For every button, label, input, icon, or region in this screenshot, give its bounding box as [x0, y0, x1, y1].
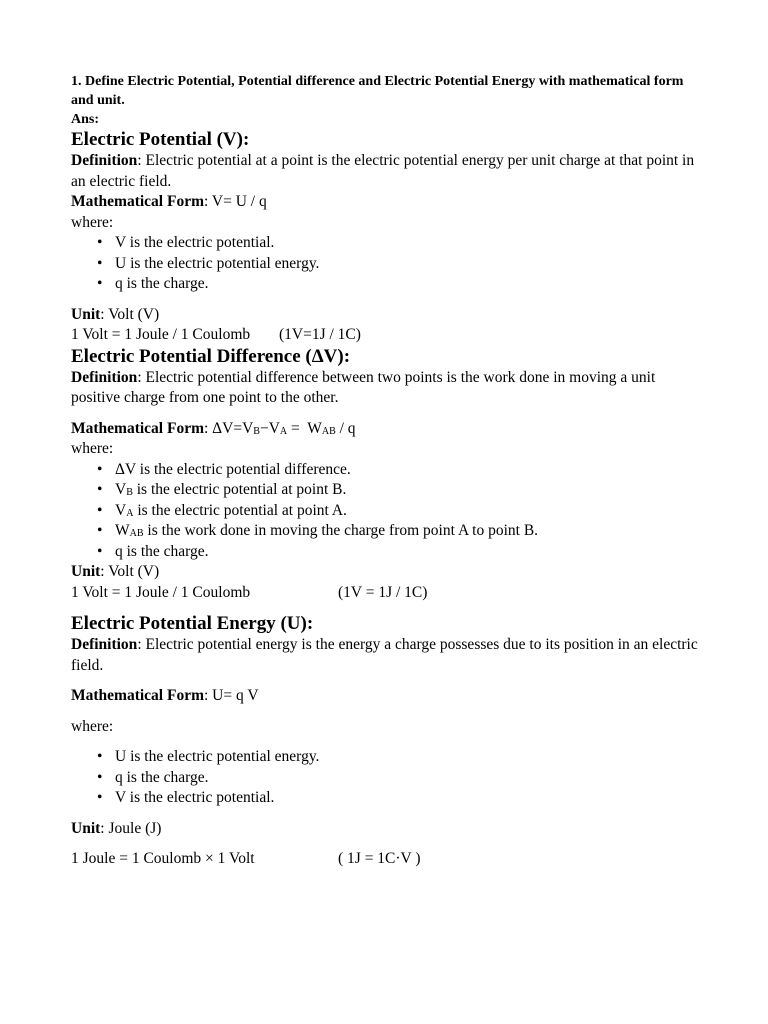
definition-label: Definition — [71, 368, 138, 386]
section-heading-electric-potential: Electric Potential (V): — [71, 129, 250, 150]
list-item: • q is the charge. — [71, 274, 701, 295]
s3-formula: Mathematical Form: U= q V — [71, 687, 259, 704]
math-form-label: Mathematical Form — [71, 687, 204, 704]
bullet-icon: • — [97, 234, 103, 251]
question-text: 1. Define Electric Potential, Potential difference and Electric Potential Energy with mathematical form and unit. — [71, 74, 684, 108]
bullet-icon: • — [97, 254, 103, 272]
s1-unit: Unit: Volt (V) — [71, 305, 160, 323]
answer-label: Ans: — [71, 112, 100, 127]
bullet-icon: • — [97, 460, 103, 478]
s2-where: where: — [71, 440, 114, 457]
s1-where: where: — [71, 213, 114, 231]
unit-label: Unit — [71, 305, 101, 323]
s1-list — [71, 233, 701, 295]
list-item: • $V_A$ is the electric potential at point A. — [71, 501, 701, 522]
list-item: • U is the electric potential energy. — [71, 254, 701, 275]
bullet-icon: • — [97, 789, 103, 806]
s3-definition: Definition: Electric potential energy is the energy a charge possesses due to its position in an electric field. — [71, 636, 698, 674]
s2-list — [71, 460, 701, 563]
s1-definition-text: : Electric potential at a point is the electric potential energy per unit charge at that point in an electric field. — [71, 152, 695, 190]
s1-formula-text: : V= U / q — [204, 193, 267, 210]
definition-label: Definition — [71, 636, 138, 653]
list-item: • U is the electric potential energy. — [71, 747, 701, 768]
unit-label: Unit — [71, 819, 101, 837]
section-heading-potential-difference: Electric Potential Difference (ΔV): — [71, 345, 351, 367]
bullet-icon: • — [97, 501, 103, 519]
list-item: • $W_{AB}$ is the work done in moving the charge from point A to point B. — [71, 521, 701, 542]
s2-unit: Unit: Volt (V) — [71, 563, 160, 580]
math-form-label: Mathematical Form — [71, 193, 204, 210]
s3-list — [71, 747, 701, 809]
bullet-icon: • — [97, 275, 103, 292]
s1-definition — [71, 151, 701, 192]
list-item: • q is the charge. — [71, 542, 701, 563]
bullet-icon: • — [97, 542, 103, 560]
s2-formula: Mathematical Form: $\Delta V=V_B-V_A = W_{AB} / q$ — [71, 419, 356, 437]
list-item: • V is the electric potential. — [71, 233, 701, 254]
document-page — [71, 72, 701, 870]
list-item: • $V_B$ is the electric potential at point B. — [71, 480, 701, 501]
list-item: • q is the charge. — [71, 768, 701, 789]
unit-label: Unit — [71, 563, 101, 580]
list-item: • V is the electric potential. — [71, 788, 701, 809]
s3-unit-relation: 1 Joule = 1 Coulomb × 1 Volt ( 1J = 1C·V ) — [71, 850, 421, 867]
s1-formula — [71, 192, 701, 213]
bullet-icon: • — [97, 522, 103, 539]
bullet-icon: • — [97, 748, 103, 765]
bullet-icon: • — [97, 768, 103, 786]
section-heading-potential-energy: Electric Potential Energy (U): — [71, 613, 314, 634]
s3-unit: Unit: Joule (J) — [71, 819, 162, 837]
definition-label: Definition — [71, 152, 138, 169]
math-form-label: Mathematical Form — [71, 419, 204, 437]
bullet-icon: • — [97, 481, 103, 498]
s2-unit-relation: 1 Volt = 1 Joule / 1 Coulomb (1V = 1J / 1C) — [71, 583, 428, 601]
s3-where: where: — [71, 717, 114, 735]
s1-unit-relation: 1 Volt = 1 Joule / 1 Coulomb (1V=1J / 1C) — [71, 326, 361, 343]
list-item: • ΔV is the electric potential difference. — [71, 460, 701, 481]
s2-definition: Definition: Electric potential difference between two points is the work done in moving a unit positive charge from one point to the other. — [71, 368, 656, 406]
